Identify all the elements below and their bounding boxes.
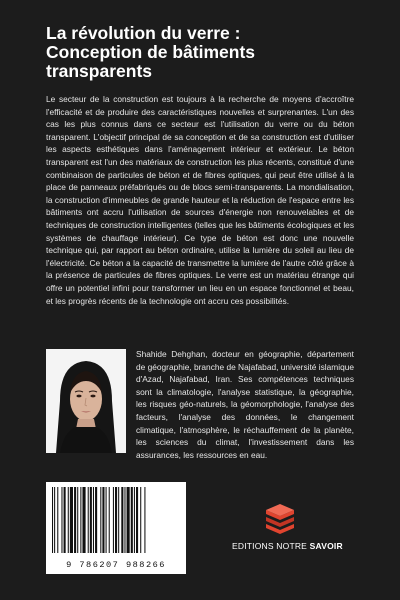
barcode-bar (52, 487, 53, 553)
barcode-bar (118, 487, 119, 553)
barcode-bar (131, 487, 133, 553)
barcode-bar (109, 487, 110, 553)
barcode-bar (95, 487, 97, 553)
barcode-bar (70, 487, 73, 553)
barcode-bar (127, 487, 130, 553)
book-summary: Le secteur de la construction est toujours à la recherche de moyens d'accroître l'efficacité et de produire des caractéristiques nouvelles et surprenantes. L'un des cas les plus connus dans ce secteur est l'utilisation du verre ou du béton transparent. L'objectif principal de sa conception et de sa construction est d'utiliser les aspects esthétiques dans l'aménagement intérieur et extérieur. Le béton transparent est l'un des matériaux de construction les plus récents, constitué d'une combinaison de particules de béton et de fibres optiques, qui peut être utilisé à la place de panneaux préfabriqués ou de blocs semi-transparents. La mondialisation, la construction d'immeubles de grande hauteur et la réduction de l'espace entre les bâtiments ont accru l'utilisation de sources d'énergie non renouvelables et de techniques de construction intelligentes (telles que les bâtiments écologiques et les systèmes de chauffage intérieur). Ce type de béton est donc une nouvelle technique qui, par rapport au béton ordinaire, utilise la lumière du soleil au lieu de l'électricité. Ce béton a la capacité de transmettre la lumière de l'autre côté grâce à la présence de particules de fibres optiques. Le verre est un matériau étrange qui offre un potentiel infini pour transformer un lieu en un espace fonctionnel et beau, et les progrès récents de la technologie ont accru ces possibilités. (46, 94, 354, 306)
barcode-bar (61, 487, 62, 553)
barcode-bar (144, 487, 145, 553)
barcode-bar (113, 487, 114, 553)
barcode-bar (74, 487, 76, 553)
barcode-bar (124, 487, 125, 553)
stacked-books-icon (262, 500, 298, 536)
book-title-line-3: transparents (46, 61, 153, 81)
barcode-bar (93, 487, 94, 553)
barcode-bar (136, 487, 138, 553)
barcode-bar (140, 487, 141, 553)
barcode-bar (80, 487, 81, 553)
barcode-bars (52, 487, 180, 553)
barcode-bar (64, 487, 66, 553)
isbn-barcode (46, 482, 186, 574)
book-title (46, 24, 366, 81)
barcode-bar (102, 487, 104, 553)
barcode-bar (57, 487, 58, 553)
book-title-line-2: Conception de bâtiments (46, 42, 256, 62)
publisher-name-prefix: EDITIONS NOTRE (232, 541, 308, 551)
author-bio: Shahide Dehghan, docteur en géographie, département de géographie, branche de Najafabad, université islamique d'Azad, Najafabad, Iran. Ses compétences techniques sont la climatologie, l'analyse statistique, la géographie, les risques géo-naturels, la géomorphologie, l'analyse des facteurs, l'analyse des données, le changement climatique, l'atmosphère, le réchauffement de la planète, les sciences du climat, l'investissement dans les assurances, les ressources en eau. (136, 349, 355, 460)
barcode-bar (121, 487, 123, 553)
barcode-bar (100, 487, 101, 553)
barcode-bar (106, 487, 107, 553)
book-title-line-1: La révolution du verre : (46, 23, 241, 43)
author-photo (46, 349, 126, 453)
barcode-bar (77, 487, 78, 553)
barcode-bar (88, 487, 89, 553)
isbn-number: 9 786207 988266 (66, 560, 166, 570)
barcode-bar (134, 487, 135, 553)
barcode-bar (54, 487, 55, 553)
barcode-bar (68, 487, 69, 553)
publisher-name (232, 541, 352, 551)
barcode-bar (90, 487, 92, 553)
barcode-bar (115, 487, 117, 553)
publisher-name-suffix: SAVOIR (309, 541, 343, 551)
barcode-bar (82, 487, 85, 553)
